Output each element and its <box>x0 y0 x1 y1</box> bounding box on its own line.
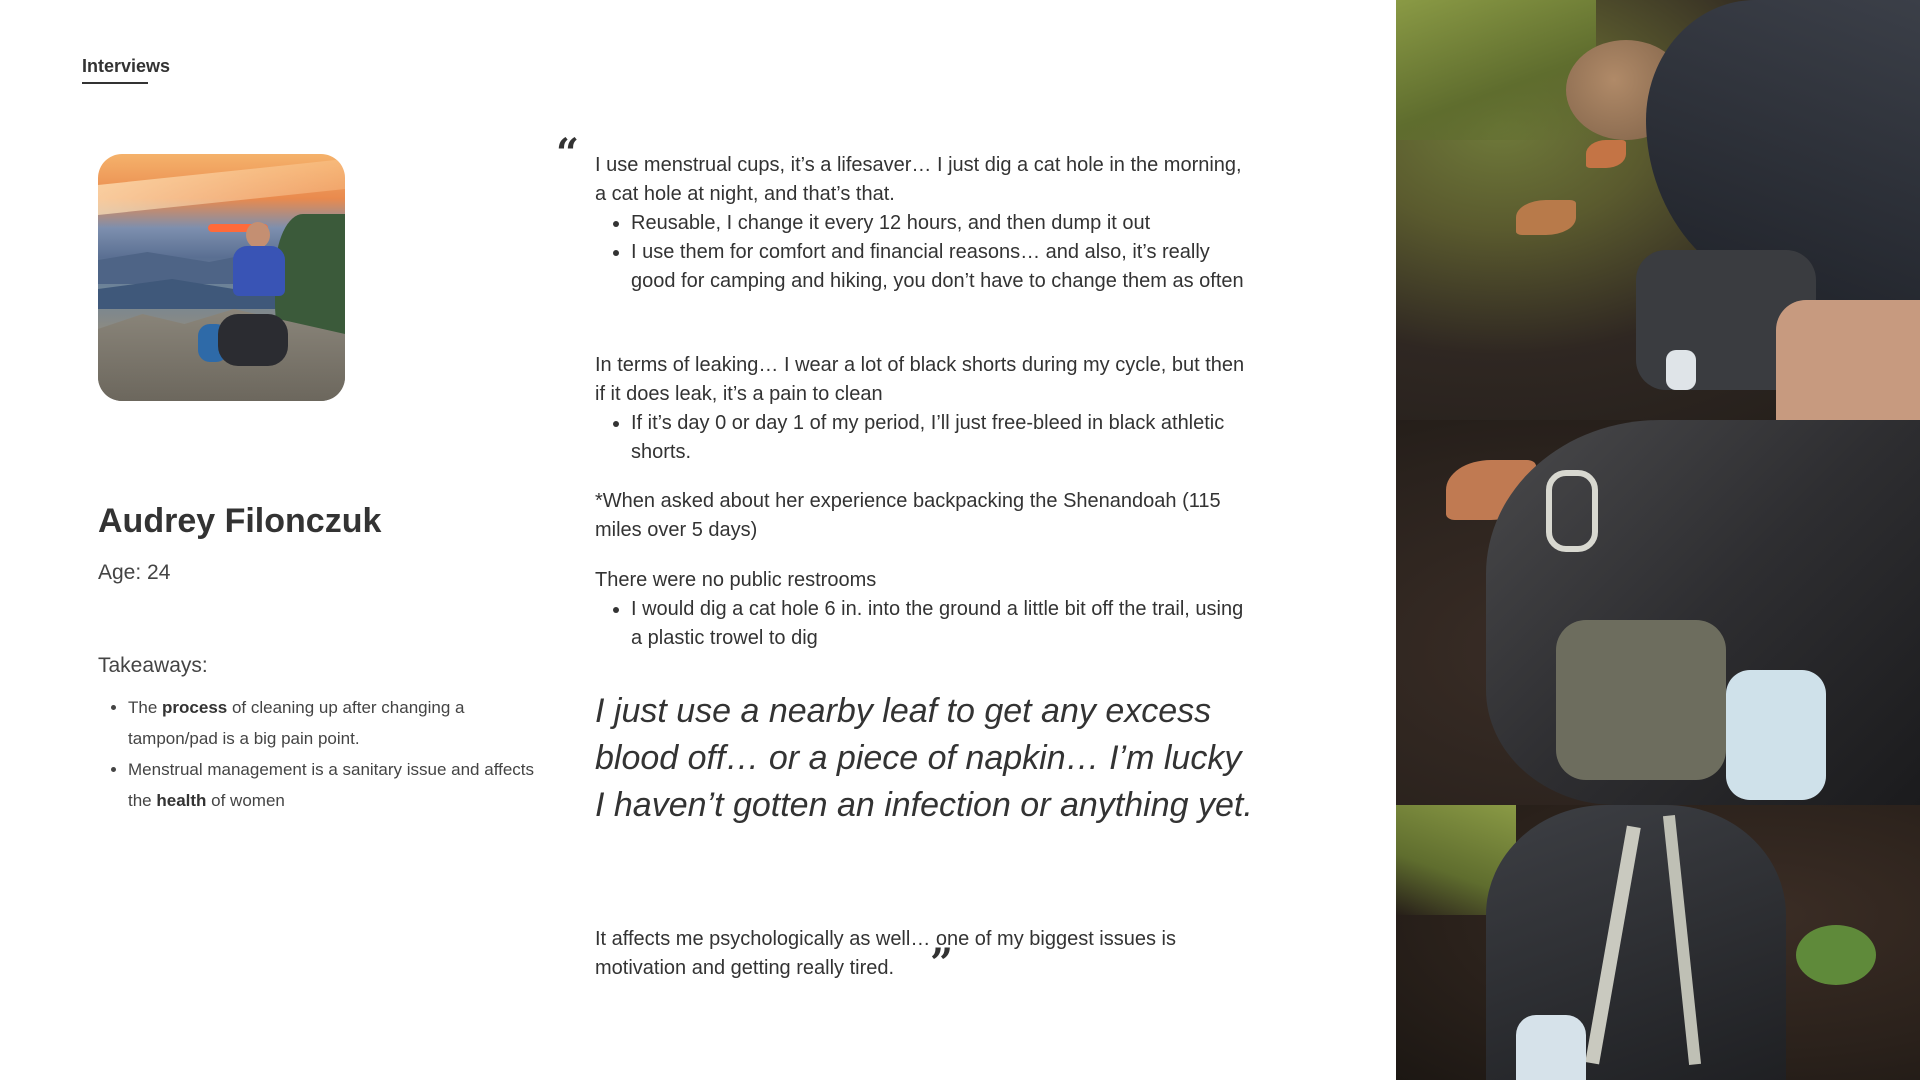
quote-bullets <box>595 595 1245 653</box>
avatar <box>98 154 345 401</box>
takeaway-item: • The process of cleaning up after changing a tampon/pad is a big pain point. <box>128 692 538 754</box>
quote-block <box>595 351 1245 467</box>
quote-bullet: • I use them for comfort and financial reasons… and also, it’s really good for camping and hiking, you don’t have to change them as often <box>631 238 1245 296</box>
photo-column <box>1396 0 1920 1080</box>
quote-bullet: • Reusable, I change it every 12 hours, and then dump it out <box>631 209 1245 238</box>
avatar-backpack <box>218 314 288 366</box>
profile-name: Audrey Filonczuk <box>98 502 382 540</box>
section-label: Interviews <box>82 56 171 76</box>
quote-bullets <box>595 209 1245 296</box>
quote-text: I use menstrual cups, it’s a lifesaver… I just dig a cat hole in the morning, a cat hole at night, and that’s that. <box>595 154 1242 205</box>
photo-backpack-closeup <box>1396 420 1920 805</box>
quote-text: It affects me psychologically as well… one of my biggest issues is motivation and getting really tired. <box>595 928 1176 979</box>
quote-block <box>595 151 1245 296</box>
quote-block <box>595 487 1245 545</box>
takeaways-title: Takeaways: <box>98 654 208 677</box>
quote-block <box>595 566 1245 653</box>
quote-block <box>595 925 1245 987</box>
quote-note: *When asked about her experience backpacking the Shenandoah (115 miles over 5 days) <box>595 490 1221 541</box>
photo-hiker-with-pack <box>1396 0 1920 420</box>
takeaways-list <box>98 692 538 816</box>
photo-backpack-on-ground <box>1396 805 1920 1080</box>
section-underline <box>82 82 148 84</box>
avatar-sky <box>98 159 345 215</box>
quote-text: There were no public restrooms <box>595 569 877 591</box>
quote-bullet: • If it’s day 0 or day 1 of my period, I’ll just free-bleed in black athletic shorts. <box>631 409 1245 467</box>
quote-bullets <box>595 409 1245 467</box>
avatar-person-head <box>246 222 270 248</box>
quote-text: In terms of leaking… I wear a lot of black shorts during my cycle, but then if it does leak, it’s a pain to clean <box>595 354 1245 405</box>
profile-age: Age: 24 <box>98 561 171 584</box>
takeaway-item: • Menstrual management is a sanitary issue and affects the health of women <box>128 754 538 816</box>
highlight-quote: I just use a nearby leaf to get any excess blood off… or a piece of napkin… I’m lucky I haven’t gotten an infection or anything yet. <box>595 692 1253 824</box>
open-quote-icon: “ <box>556 130 580 177</box>
quote-bullet: • I would dig a cat hole 6 in. into the ground a little bit off the trail, using a plastic trowel to dig <box>631 595 1245 653</box>
close-quote-icon: ” <box>930 940 954 987</box>
avatar-person-shirt <box>233 246 285 296</box>
